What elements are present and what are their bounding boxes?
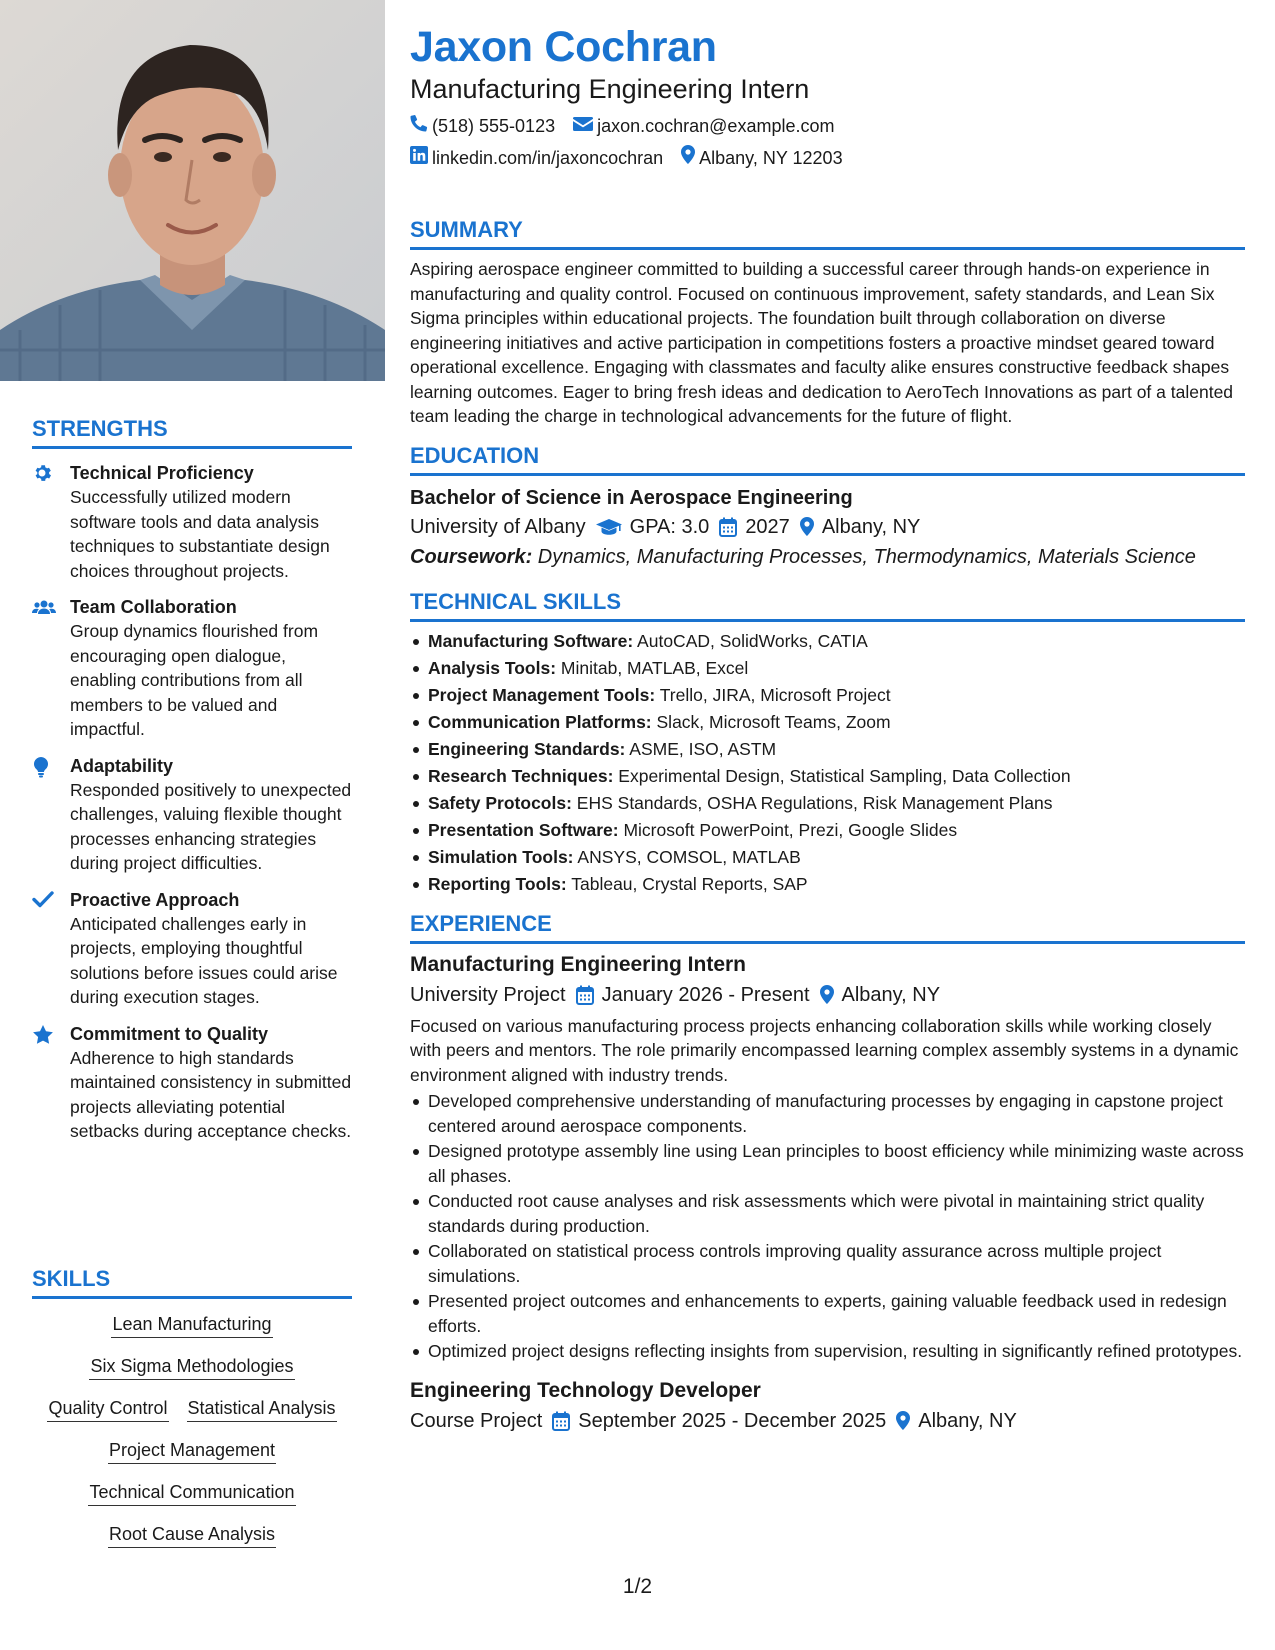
list-item xyxy=(410,682,1245,709)
skill-category: Simulation Tools: xyxy=(428,846,574,867)
list-item xyxy=(410,844,1245,871)
list-item xyxy=(410,790,1245,817)
job-meta xyxy=(410,980,1245,1010)
list-item xyxy=(410,628,1245,655)
map-pin-icon xyxy=(800,517,814,536)
strength-text: Successfully utilized modern software tools and data analysis techniques to substantiate design choices throughout projects. xyxy=(70,487,330,581)
skill-values: Trello, JIRA, Microsoft Project xyxy=(655,684,891,705)
skill-values: AutoCAD, SolidWorks, CATIA xyxy=(633,630,868,651)
phone-icon xyxy=(410,114,432,138)
skills-heading: SKILLS xyxy=(32,1265,352,1299)
strength-text: Adherence to high standards maintained consistency in submitted projects alleviating potential setbacks during acceptance checks. xyxy=(70,1047,352,1141)
linkedin-icon xyxy=(410,146,432,170)
skill-category: Research Techniques: xyxy=(428,765,614,786)
summary-section xyxy=(410,216,1245,429)
skill-category: Reporting Tools: xyxy=(428,873,567,894)
job-meta xyxy=(410,1406,1245,1436)
email-text: jaxon.cochran@example.com xyxy=(597,116,835,136)
star-icon xyxy=(32,1022,70,1144)
coursework xyxy=(410,542,1245,572)
strength-text: Anticipated challenges early in projects, employing thoughtful solutions before issues could arise during execution stages. xyxy=(70,913,338,1007)
linkedin-contact[interactable] xyxy=(410,146,663,170)
list-item: Designed prototype assembly line using Lean principles to boost efficiency while minimizing waste across all phases. xyxy=(410,1139,1245,1188)
skill-tag: Six Sigma Methodologies xyxy=(89,1353,294,1380)
skill-tag: Root Cause Analysis xyxy=(108,1521,276,1548)
skill-values: ANSYS, COMSOL, MATLAB xyxy=(573,846,801,867)
skill-values: Tableau, Crystal Reports, SAP xyxy=(566,873,808,894)
calendar-icon xyxy=(576,985,594,1005)
strength-item xyxy=(32,595,352,742)
skill-values: Slack, Microsoft Teams, Zoom xyxy=(651,711,891,732)
list-item xyxy=(410,709,1245,736)
job-bullets xyxy=(410,1089,1245,1364)
page-number: 1/2 xyxy=(622,1575,653,1598)
map-pin-icon xyxy=(820,985,834,1004)
email-contact[interactable] xyxy=(573,114,834,138)
map-pin-icon xyxy=(896,1411,910,1430)
skill-tag: Technical Communication xyxy=(88,1479,295,1506)
education-section xyxy=(410,442,1245,572)
technical-skills-section xyxy=(410,588,1245,898)
strength-text: Group dynamics flourished from encouraging open dialogue, enabling contributions from all members to be valued and impactful. xyxy=(70,621,319,739)
strengths-heading: STRENGTHS xyxy=(32,415,352,449)
sidebar xyxy=(0,0,385,1650)
list-item: Conducted root cause analyses and risk assessments which were pivotal in maintaining strict quality standards during production. xyxy=(410,1189,1245,1238)
job-title: Manufacturing Engineering Intern xyxy=(410,952,747,976)
job-org: University Project xyxy=(410,983,566,1006)
linkedin-text: linkedin.com/in/jaxoncochran xyxy=(432,147,664,168)
profile-photo xyxy=(0,0,385,381)
check-icon xyxy=(32,888,70,1010)
list-item xyxy=(410,871,1245,898)
skill-category: Communication Platforms: xyxy=(428,711,652,732)
gpa-text: GPA: 3.0 xyxy=(629,515,710,538)
location-text: Albany, NY 12203 xyxy=(699,147,843,168)
lightbulb-icon xyxy=(32,754,70,876)
summary-heading: SUMMARY xyxy=(410,216,1245,250)
skill-category: Analysis Tools: xyxy=(428,657,557,678)
coursework-label: Coursework: xyxy=(410,545,533,568)
list-item: Developed comprehensive understanding of manufacturing processes by engaging in capstone project centered around aerospace components. xyxy=(410,1089,1245,1138)
summary-text: Aspiring aerospace engineer committed to building a successful career through hands-on experience in manufacturing and quality control. Focused on continuous improvement, safety standards, and Lean Six Sigma principles within educational projects. The foundation built through collaboration on diverse engineering initiatives and active participation in competitions fosters a proactive mindset geared toward operational excellence. Engaging with classmates and faculty alike ensures constructive feedback shapes learning outcomes. Eager to bring fresh ideas and dedication to AeroTech Innovations as part of a talented team leading the charge in technological advancements for the future of flight. xyxy=(410,259,1234,426)
skill-values: Microsoft PowerPoint, Prezi, Google Slides xyxy=(618,819,958,840)
skill-category: Engineering Standards: xyxy=(428,738,626,759)
graduation-cap-icon xyxy=(596,518,622,536)
technical-skills-heading: TECHNICAL SKILLS xyxy=(410,588,1245,622)
list-item: Collaborated on statistical process controls improving quality assurance across multiple project simulations. xyxy=(410,1239,1245,1288)
list-item xyxy=(410,817,1245,844)
calendar-icon xyxy=(552,1411,570,1431)
phone-text: (518) 555-0123 xyxy=(432,116,556,136)
calendar-icon xyxy=(719,517,737,537)
strength-item xyxy=(32,461,352,583)
degree-name: Bachelor of Science in Aerospace Engineering xyxy=(410,486,853,509)
school-name: University of Albany xyxy=(410,515,586,538)
job-org: Course Project xyxy=(410,1409,543,1432)
technical-skills-list xyxy=(410,628,1245,898)
job-dates: January 2026 - Present xyxy=(601,983,810,1006)
skill-values: ASME, ISO, ASTM xyxy=(625,738,777,759)
skill-tags xyxy=(32,1311,352,1563)
list-item: Presented project outcomes and enhancements to experts, gaining valuable feedback used in redesign efforts. xyxy=(410,1289,1245,1338)
contact-row-2 xyxy=(410,145,1245,170)
users-icon xyxy=(32,595,70,742)
skill-category: Manufacturing Software: xyxy=(428,630,634,651)
candidate-title: Manufacturing Engineering Intern xyxy=(410,74,810,104)
skill-tag: Lean Manufacturing xyxy=(111,1311,272,1338)
main-content xyxy=(410,22,1245,1436)
skill-category: Project Management Tools: xyxy=(428,684,656,705)
strength-item xyxy=(32,1022,352,1144)
job-location: Albany, NY xyxy=(918,1409,1017,1432)
map-pin-icon xyxy=(681,145,699,170)
education-meta xyxy=(410,512,1245,542)
skill-values: Experimental Design, Statistical Sampling, Data Collection xyxy=(613,765,1071,786)
skill-tag: Project Management xyxy=(108,1437,276,1464)
job-location: Albany, NY xyxy=(841,983,941,1006)
strength-title: Commitment to Quality xyxy=(70,1023,269,1044)
strength-text: Responded positively to unexpected challenges, valuing flexible thought processes enhancing strategies during project difficulties. xyxy=(70,779,352,873)
experience-section xyxy=(410,910,1245,1436)
job-title: Engineering Technology Developer xyxy=(410,1378,761,1402)
job-dates: September 2025 - December 2025 xyxy=(578,1409,887,1432)
envelope-icon xyxy=(573,114,597,138)
skills-section xyxy=(32,1265,352,1563)
skill-tag: Quality Control xyxy=(47,1395,168,1422)
list-item: Optimized project designs reflecting insights from supervision, resulting in significantly refined prototypes. xyxy=(410,1339,1245,1364)
school-location: Albany, NY xyxy=(821,515,921,538)
experience-heading: EXPERIENCE xyxy=(410,910,1245,944)
strength-title: Technical Proficiency xyxy=(70,463,254,483)
coursework-list: Dynamics, Manufacturing Processes, Thermodynamics, Materials Science xyxy=(532,545,1196,568)
phone-contact[interactable] xyxy=(410,114,555,138)
list-item xyxy=(410,655,1245,682)
list-item xyxy=(410,763,1245,790)
location-contact xyxy=(681,145,842,170)
graduation-year: 2027 xyxy=(745,515,790,538)
strengths-section xyxy=(32,415,352,1144)
gear-icon xyxy=(32,461,70,583)
strength-title: Proactive Approach xyxy=(70,889,240,910)
skill-category: Safety Protocols: xyxy=(428,792,572,813)
skill-values: EHS Standards, OSHA Regulations, Risk Management Plans xyxy=(571,792,1053,813)
list-item xyxy=(410,736,1245,763)
contact-row xyxy=(410,114,1245,138)
strength-title: Team Collaboration xyxy=(70,597,237,617)
candidate-name: Jaxon Cochran xyxy=(410,23,717,71)
job-description: Focused on various manufacturing process projects enhancing collaboration skills while working closely with peers and mentors. The role primarily encompassed learning complex assembly systems in a dynamic environment aligned with industry trends. xyxy=(410,1015,1239,1085)
skill-tag: Statistical Analysis xyxy=(187,1395,337,1422)
skill-values: Minitab, MATLAB, Excel xyxy=(556,657,749,678)
strength-item xyxy=(32,754,352,876)
education-heading: EDUCATION xyxy=(410,442,1245,476)
skill-category: Presentation Software: xyxy=(428,819,619,840)
strength-item xyxy=(32,888,352,1010)
strength-title: Adaptability xyxy=(70,755,174,776)
